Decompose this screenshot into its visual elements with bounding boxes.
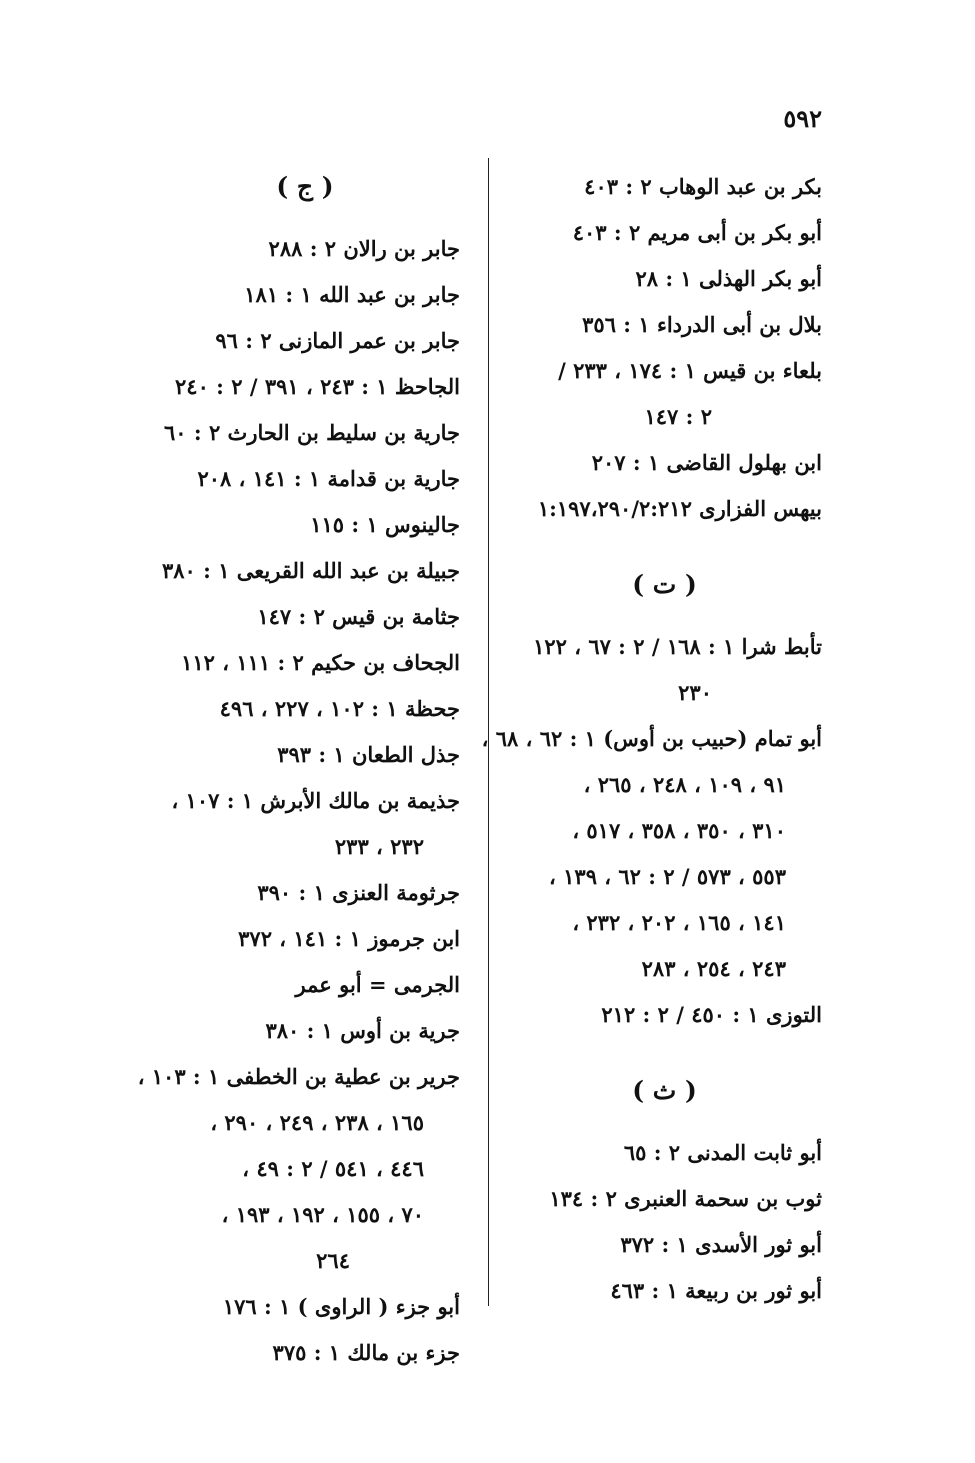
entry-line: جزء بن مالك ١ : ٣٧٥ — [272, 1340, 460, 1365]
index-entry — [150, 548, 460, 594]
index-entry — [507, 1176, 822, 1222]
index-entry — [507, 1268, 822, 1314]
entry-line: الجاحظ ١ : ٢٤٣ ، ٣٩١ / ٢ : ٢٤٠ — [175, 374, 460, 399]
entry-continuation-line: ٧٠ ، ١٥٥ ، ١٩٢ ، ١٩٣ ، — [221, 1202, 424, 1227]
index-section — [507, 164, 822, 532]
index-entry — [150, 364, 460, 410]
index-section — [507, 1038, 822, 1314]
entry-continuation-line: ٢٦٤ — [316, 1248, 350, 1273]
entry-line: جذل الطعان ١ : ٣٩٣ — [277, 742, 460, 767]
entry-line: جارية بن قدامة ١ : ١٤١ ، ٢٠٨ — [197, 466, 460, 491]
index-entry — [507, 164, 822, 210]
entry-continuation-line: ٢٣٢ ، ٢٣٣ — [334, 834, 424, 859]
index-entry — [507, 1130, 822, 1176]
entry-line: جثامة بن قيس ٢ : ١٤٧ — [257, 604, 460, 629]
entry-continuation-line: ٥٥٣ ، ٥٧٣ / ٢ : ٦٢ ، ١٣٩ ، — [549, 864, 786, 889]
entry-continuation-line: ١٤١ ، ١٦٥ ، ٢٠٢ ، ٢٣٢ ، — [572, 910, 786, 935]
entry-line: أبو جزء ( الراوى ) ١ : ١٧٦ — [222, 1294, 460, 1319]
index-entry — [507, 210, 822, 256]
entry-line: ابن جرموز ١ : ١٤١ ، ٣٧٢ — [238, 926, 460, 951]
entry-line: أبو تمام (حبيب بن أوس) ١ : ٦٢ ، ٦٨ ، — [481, 726, 822, 751]
entry-line: جابر بن عمر المازنى ٢ : ٩٦ — [215, 328, 460, 353]
left-column — [137, 164, 460, 1376]
entry-continuation-line: ٢ : ١٤٧ — [644, 404, 712, 429]
section-gap — [507, 532, 822, 562]
entry-continuation-line: ٣١٠ ، ٣٥٠ ، ٣٥٨ ، ٥١٧ ، — [572, 818, 786, 843]
entry-line: جرثومة العنزى ١ : ٣٩٠ — [257, 880, 460, 905]
index-entry — [150, 318, 460, 364]
index-entry — [507, 486, 822, 532]
section-heading: ( ث ) — [632, 1076, 697, 1105]
index-section — [481, 532, 822, 1038]
index-entry — [507, 992, 822, 1038]
right-column — [481, 164, 822, 1314]
entry-line: أبو بكر بن أبى مريم ٢ : ٤٠٣ — [572, 220, 822, 245]
index-section — [137, 164, 460, 1376]
entry-line: بيهس الفزارى ١:١٩٧،٢٩٠/٢:٢١٢ — [537, 496, 822, 521]
entry-continuation-line: ٤٤٦ ، ٥٤١ / ٢ : ٤٩ ، — [242, 1156, 424, 1181]
entry-line: أبو ثابت المدنى ٢ : ٦٥ — [623, 1140, 822, 1165]
entry-line: أبو ثور بن ربيعة ١ : ٤٦٣ — [610, 1278, 822, 1303]
index-entry — [507, 256, 822, 302]
entry-line: جالينوس ١ : ١١٥ — [310, 512, 460, 537]
entry-line: بلعاء بن قيس ١ : ١٧٤ ، ٢٣٣ / — [558, 358, 822, 383]
index-entry — [137, 1054, 460, 1284]
index-entry — [150, 456, 460, 502]
section-heading: ( ت ) — [632, 570, 697, 599]
entry-continuation-line: ٢٤٣ ، ٢٥٤ ، ٢٨٣ — [641, 956, 786, 981]
index-entry — [150, 1330, 460, 1376]
index-entry — [150, 916, 460, 962]
entry-line: ابن بهلول القاضى ١ : ٢٠٧ — [591, 450, 822, 475]
index-entry — [150, 1284, 460, 1330]
entry-line: بكر بن عبد الوهاب ٢ : ٤٠٣ — [584, 174, 822, 199]
index-entry — [150, 640, 460, 686]
index-entry — [150, 870, 460, 916]
index-entry — [481, 716, 822, 992]
entry-line: جبيلة بن عبد الله القريعى ١ : ٣٨٠ — [161, 558, 460, 583]
index-entry — [150, 502, 460, 548]
entry-line: جابر بن عبد الله ١ : ١٨١ — [244, 282, 460, 307]
index-entry — [150, 732, 460, 778]
page-number: ٥٩٢ — [783, 104, 822, 133]
entry-line: ثوب بن سحمة العنبرى ٢ : ١٣٤ — [549, 1186, 822, 1211]
entry-continuation-line: ٩١ ، ١٠٩ ، ٢٤٨ ، ٢٦٥ ، — [583, 772, 786, 797]
index-entry — [150, 410, 460, 456]
index-entry — [150, 594, 460, 640]
entry-line: جرية بن أوس ١ : ٣٨٠ — [265, 1018, 460, 1043]
entry-line: جارية بن سليط بن الحارث ٢ : ٦٠ — [164, 420, 460, 445]
index-entry — [507, 302, 822, 348]
index-entry — [150, 686, 460, 732]
index-entry — [150, 1008, 460, 1054]
entry-line: الجرمى = أبو عمر — [295, 972, 460, 997]
entry-continuation-line: ١٦٥ ، ٢٣٨ ، ٢٤٩ ، ٢٩٠ ، — [210, 1110, 424, 1135]
index-entry — [150, 226, 460, 272]
index-entry — [150, 962, 460, 1008]
index-entry — [507, 440, 822, 486]
entry-line: أبو ثور الأسدى ١ : ٣٧٢ — [620, 1232, 822, 1257]
entry-line: أبو بكر الهذلى ١ : ٢٨ — [635, 266, 822, 291]
entry-line: الجحاف بن حكيم ٢ : ١١١ ، ١١٢ — [181, 650, 460, 675]
entry-line: جذيمة بن مالك الأبرش ١ : ١٠٧ ، — [171, 788, 460, 813]
entry-line: جحظة ١ : ١٠٢ ، ٢٢٧ ، ٤٩٦ — [219, 696, 460, 721]
index-entry — [150, 272, 460, 318]
entry-line: تأبط شرا ١ : ١٦٨ / ٢ : ٦٧ ، ١٢٢ — [533, 634, 822, 659]
index-entry — [507, 624, 822, 716]
entry-line: جابر بن رالان ٢ : ٢٨٨ — [268, 236, 460, 261]
section-heading: ( ج ) — [276, 172, 334, 201]
entry-continuation-line: ٢٣٠ — [678, 680, 712, 705]
section-gap — [507, 1038, 822, 1068]
entry-line: جرير بن عطية بن الخطفى ١ : ١٠٣ ، — [137, 1064, 460, 1089]
index-entry — [507, 348, 822, 440]
index-entry — [507, 1222, 822, 1268]
entry-line: بلال بن أبى الدرداء ١ : ٣٥٦ — [582, 312, 822, 337]
index-entry — [150, 778, 460, 870]
entry-line: التوزى ١ : ٤٥٠ / ٢ : ٢١٢ — [601, 1002, 822, 1027]
